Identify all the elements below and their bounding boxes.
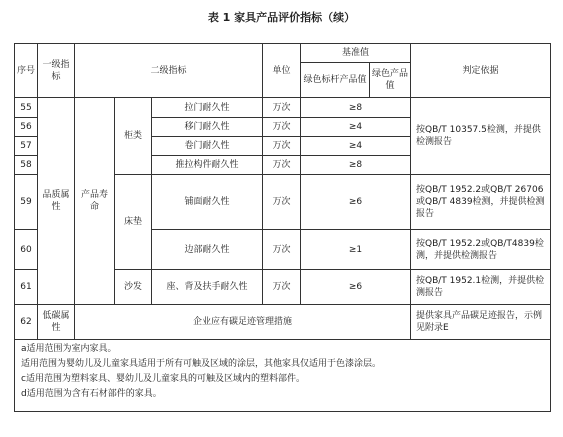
notes-row bbox=[15, 340, 551, 412]
unit-cell: 万次 bbox=[263, 270, 301, 305]
unit-cell: 万次 bbox=[263, 98, 301, 118]
unit-cell: 万次 bbox=[263, 230, 301, 270]
seq-cell: 60 bbox=[15, 230, 38, 270]
basis-cell: 按QB/T 1952.1检测，并提供检测报告 bbox=[411, 270, 551, 305]
evaluation-table bbox=[14, 43, 551, 412]
table-row bbox=[15, 98, 551, 118]
benchmark-value: ≥6 bbox=[301, 175, 411, 230]
header-basis: 判定依据 bbox=[411, 44, 551, 98]
seq-cell: 59 bbox=[15, 175, 38, 230]
note-line: a适用范围为室内家具。 bbox=[21, 344, 117, 354]
indicator-name: 边部耐久性 bbox=[152, 230, 263, 270]
benchmark-value: ≥6 bbox=[301, 270, 411, 305]
header-bench-green-model: 绿色标杆产品值 bbox=[301, 63, 370, 98]
sofa-cell: 沙发 bbox=[115, 270, 152, 305]
benchmark-value: ≥4 bbox=[301, 137, 411, 156]
basis-cell: 提供家具产品碳足迹报告，示例见附录E bbox=[411, 305, 551, 340]
indicator-name: 铺面耐久性 bbox=[152, 175, 263, 230]
seq-cell: 55 bbox=[15, 98, 38, 118]
mattress-cell: 床垫 bbox=[115, 175, 152, 270]
table-notes bbox=[15, 340, 551, 412]
cabinet-cell: 柜类 bbox=[115, 98, 152, 175]
seq-cell: 62 bbox=[15, 305, 38, 340]
indicator-name: 移门耐久性 bbox=[152, 118, 263, 137]
indicator-name: 拉门耐久性 bbox=[152, 98, 263, 118]
header-bench-green: 绿色产品值 bbox=[370, 63, 411, 98]
unit-cell: 万次 bbox=[263, 137, 301, 156]
note-line: d适用范围为含有石材部件的家具。 bbox=[21, 389, 162, 399]
indicator-name: 企业应有碳足迹管理措施 bbox=[75, 305, 411, 340]
unit-cell: 万次 bbox=[263, 175, 301, 230]
benchmark-value: ≥1 bbox=[301, 230, 411, 270]
benchmark-value: ≥4 bbox=[301, 118, 411, 137]
seq-cell: 58 bbox=[15, 156, 38, 175]
benchmark-value: ≥8 bbox=[301, 156, 411, 175]
product-life-cell: 产品寿命 bbox=[75, 98, 115, 305]
basis-cell: 按QB/T 1952.2或QB/T 26706或QB/T 4839检测，并提供检测报告 bbox=[411, 175, 551, 230]
note-line: 适用范围为婴幼儿及儿童家具适用于所有可触及区域的涂层，其他家具仅适用于色漆涂层。 bbox=[21, 359, 382, 369]
indicator-name: 推拉构件耐久性 bbox=[152, 156, 263, 175]
header-unit: 单位 bbox=[263, 44, 301, 98]
table-title: 表 1 家具产品评价指标（续） bbox=[207, 11, 356, 24]
table-row bbox=[15, 305, 551, 340]
indicator-name: 卷门耐久性 bbox=[152, 137, 263, 156]
basis-cell: 按QB/T 1952.2或QB/T4839检测，并提供检测报告 bbox=[411, 230, 551, 270]
seq-cell: 56 bbox=[15, 118, 38, 137]
basis-cell: 按QB/T 10357.5检测，并提供检测报告 bbox=[411, 98, 551, 175]
benchmark-value: ≥8 bbox=[301, 98, 411, 118]
seq-cell: 61 bbox=[15, 270, 38, 305]
note-line: c适用范围为塑料家具、婴幼儿及儿童家具的可触及区域内的塑料部件。 bbox=[21, 374, 305, 384]
seq-cell: 57 bbox=[15, 137, 38, 156]
indicator-name: 座、背及扶手耐久性 bbox=[152, 270, 263, 305]
unit-cell: 万次 bbox=[263, 118, 301, 137]
unit-cell: 万次 bbox=[263, 156, 301, 175]
quality-attr-cell: 品质属性 bbox=[38, 98, 75, 305]
evaluation-table-container bbox=[14, 43, 551, 412]
header-level1: 一级指标 bbox=[38, 44, 75, 98]
header-level2: 二级指标 bbox=[75, 44, 263, 98]
low-carbon-cell: 低碳属性 bbox=[38, 305, 75, 340]
header-benchmark: 基准值 bbox=[301, 44, 411, 63]
header-seq: 序号 bbox=[15, 44, 38, 98]
